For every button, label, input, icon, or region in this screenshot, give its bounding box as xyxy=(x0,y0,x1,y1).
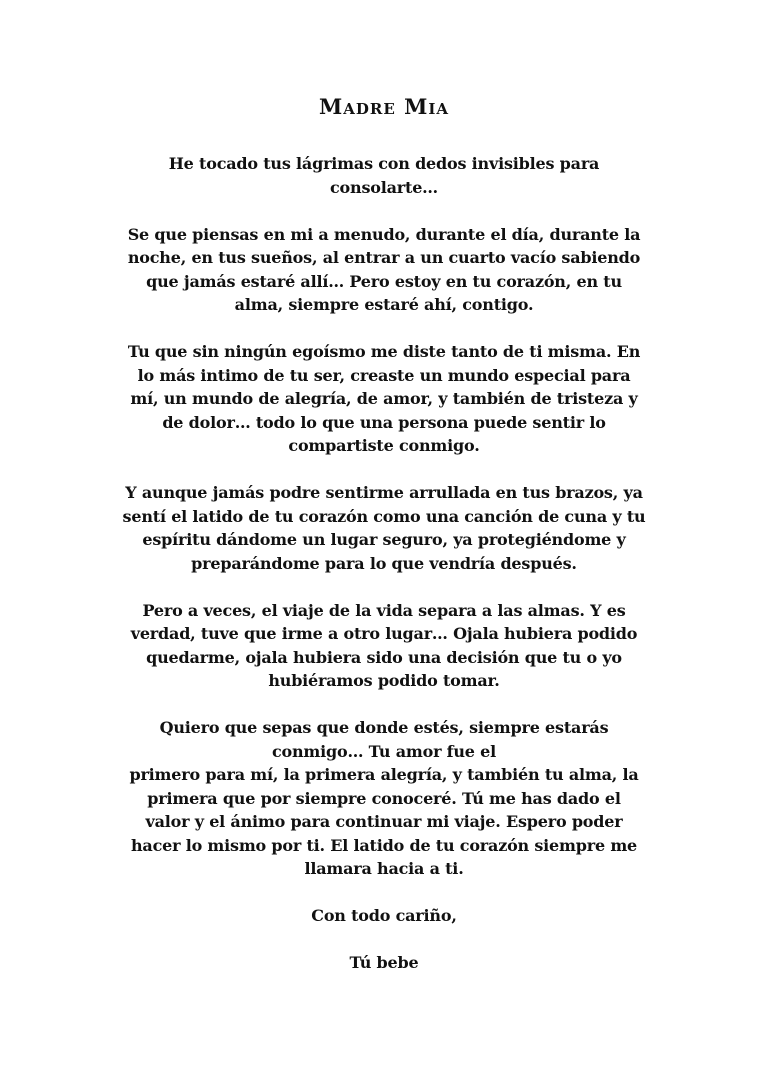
paragraph-6 xyxy=(100,716,668,881)
paragraph-line: alma, siempre estaré ahí, contigo. xyxy=(234,295,534,314)
signature: Tú bebe xyxy=(349,953,419,972)
paragraph-line: Y aunque jamás podre sentirme arrullada en tus brazos, ya xyxy=(125,483,643,502)
paragraph-line: Tu que sin ningún egoísmo me diste tanto de ti misma. En xyxy=(127,342,641,361)
paragraph-line: espíritu dándome un lugar seguro, ya protegiéndome y xyxy=(142,530,626,549)
paragraph-line: llamara hacia a ti. xyxy=(304,859,464,878)
paragraph-line: quedarme, ojala hubiera sido una decisión que tu o yo xyxy=(146,647,622,667)
document-title: Madre Mia xyxy=(318,94,449,119)
paragraph-line: hubiéramos podido tomar. xyxy=(268,671,500,690)
paragraph-line: de dolor… todo lo que una persona puede sentir lo xyxy=(162,412,606,432)
paragraph-line: primero para mí, la primera alegría, y también tu alma, la xyxy=(129,765,639,784)
paragraph-3 xyxy=(100,340,668,458)
paragraph-line: Pero a veces, el viaje de la vida separa a las almas. Y es xyxy=(142,600,626,620)
paragraph-line: primera que por siempre conoceré. Tú me has dado el xyxy=(147,788,621,808)
paragraph-line: que jamás estaré allí… Pero estoy en tu corazón, en tu xyxy=(146,271,622,291)
paragraph-line: He tocado tus lágrimas con dedos invisibles para xyxy=(168,154,600,173)
paragraph-1 xyxy=(100,152,668,199)
closing-line: Con todo cariño, xyxy=(311,906,457,925)
paragraph-line: compartiste conmigo. xyxy=(288,436,480,455)
paragraph-line: lo más intimo de tu ser, creaste un mundo especial para xyxy=(137,365,631,385)
paragraph-line: sentí el latido de tu corazón como una canción de cuna y tu xyxy=(122,506,646,526)
paragraph-line: preparándome para lo que vendría después. xyxy=(191,553,577,573)
paragraph-line: noche, en tus sueños, al entrar a un cuarto vacío sabiendo xyxy=(127,248,641,267)
paragraph-line: verdad, tuve que irme a otro lugar… Ojala hubiera podido xyxy=(130,624,638,643)
paragraph-2 xyxy=(100,223,668,317)
paragraph-line: Se que piensas en mi a menudo, durante el día, durante la xyxy=(127,224,641,244)
paragraph-line: Quiero que sepas que donde estés, siempre estarás xyxy=(159,718,609,737)
paragraph-line: mí, un mundo de alegría, de amor, y también de tristeza y xyxy=(130,389,638,408)
paragraph-line: hacer lo mismo por ti. El latido de tu corazón siempre me xyxy=(130,835,638,855)
paragraph-4 xyxy=(100,481,668,575)
paragraph-line: conmigo… Tu amor fue el xyxy=(271,741,497,761)
letter-body xyxy=(100,152,668,998)
paragraph-line: valor y el ánimo para continuar mi viaje. Espero poder xyxy=(145,812,623,831)
paragraph-line: consolarte… xyxy=(330,177,438,197)
paragraph-5 xyxy=(100,599,668,693)
